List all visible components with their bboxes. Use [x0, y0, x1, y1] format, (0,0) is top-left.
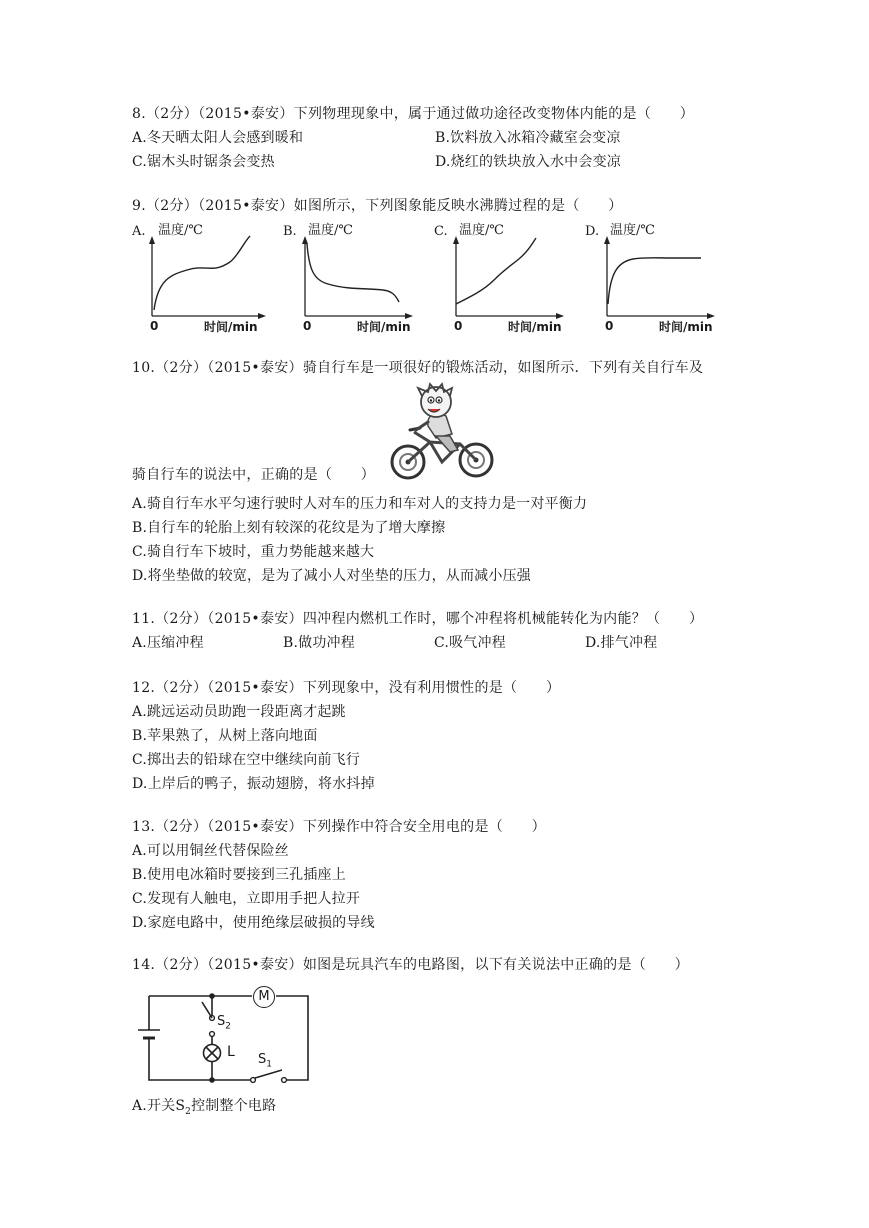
graph-c-letter: C. [434, 224, 448, 239]
graph-a [132, 220, 292, 340]
graph-c-xlabel: 时间/min [508, 320, 562, 334]
q10-option-a: A.骑自行车水平匀速行驶时人对车的压力和车对人的支持力是一对平衡力 [132, 496, 588, 512]
q10-option-b: B.自行车的轮胎上刻有较深的花纹是为了增大摩擦 [132, 520, 446, 536]
q11-option-c: C.吸气冲程 [434, 635, 506, 651]
q8-option-a: A.冬天晒太阳人会感到暖和 [132, 130, 304, 146]
switch-s2-subscript: 2 [225, 1021, 231, 1032]
graph-d-letter: D. [585, 224, 600, 239]
q8-option-d: D.烧红的铁块放入水中会变凉 [435, 154, 621, 170]
q11-option-b: B.做功冲程 [283, 635, 355, 651]
graph-b-xlabel: 时间/min [357, 320, 411, 334]
graph-d-origin: 0 [605, 319, 614, 333]
graph-b-ylabel: 温度/℃ [308, 223, 353, 238]
circuit-wiring [136, 986, 316, 1086]
motor-label: M [258, 989, 270, 1004]
lamp-symbol [202, 1043, 222, 1063]
question-13-stem: 13.（2分）（2015•泰安）下列操作中符合安全用电的是（ ） [132, 819, 546, 835]
graph-b-origin: 0 [303, 319, 312, 333]
lamp-label: L [227, 1044, 235, 1060]
question-10-stem-line2: 骑自行车的说法中，正确的是（ ） [132, 467, 376, 483]
question-12-stem: 12.（2分）（2015•泰安）下列现象中，没有利用惯性的是（ ） [132, 680, 561, 696]
switch-s1-letter: S [258, 1052, 267, 1067]
q12-option-b: B.苹果熟了，从树上落向地面 [132, 728, 318, 744]
q13-option-a: A.可以用铜丝代替保险丝 [132, 843, 289, 859]
switch-s2-label [217, 1014, 231, 1035]
q12-option-c: C.掷出去的铅球在空中继续向前飞行 [132, 752, 361, 768]
graph-c [434, 220, 594, 340]
motor-symbol [253, 986, 275, 1008]
graph-a-letter: A. [132, 224, 146, 239]
graph-b [283, 220, 443, 340]
graph-c-ylabel: 温度/℃ [459, 223, 504, 238]
graph-a-origin: 0 [150, 319, 159, 333]
graph-d-ylabel: 温度/℃ [610, 223, 655, 238]
toy-car-circuit-diagram [136, 986, 316, 1086]
q10-option-d: D.将坐垫做的较宽，是为了减小人对坐垫的压力，从而减小压强 [132, 568, 531, 584]
q13-option-d: D.家庭电路中，使用绝缘层破损的导线 [132, 915, 375, 931]
switch-s1-subscript: 1 [266, 1059, 272, 1070]
graph-a-xlabel: 时间/min [204, 320, 258, 334]
q10-option-c: C.骑自行车下坡时，重力势能越来越大 [132, 544, 375, 560]
question-9-stem: 9.（2分）（2015•泰安）如图所示，下列图象能反映水沸腾过程的是（ ） [132, 198, 623, 214]
switch-s2-letter: S [217, 1014, 226, 1029]
question-11-stem: 11.（2分）（2015•泰安）四冲程内燃机工作时，哪个冲程将机械能转化为内能？（ ） [132, 611, 704, 627]
graph-a-ylabel: 温度/℃ [158, 223, 203, 238]
graph-c-origin: 0 [454, 319, 463, 333]
q13-option-b: B.使用电冰箱时要接到三孔插座上 [132, 867, 346, 883]
q11-option-d: D.排气冲程 [585, 635, 658, 651]
q14-option-a [132, 1096, 276, 1122]
q14-option-a-prefix: A.开关S [132, 1098, 186, 1114]
graph-d [585, 220, 745, 340]
bicycle-rider-illustration [388, 384, 498, 484]
question-8-stem: 8.（2分）（2015•泰安）下列物理现象中，属于通过做功途径改变物体内能的是（ ） [132, 106, 695, 122]
q13-option-c: C.发现有人触电，立即用手把人拉开 [132, 891, 361, 907]
question-14-stem: 14.（2分）（2015•泰安）如图是玩具汽车的电路图，以下有关说法中正确的是（ ） [132, 957, 689, 973]
q14-option-a-subscript: 2 [185, 1106, 192, 1117]
q8-option-b: B.饮料放入冰箱冷藏室会变凉 [435, 130, 621, 146]
question-10-stem-line1: 10.（2分）（2015•泰安）骑自行车是一项很好的锻炼活动，如图所示．下列有关自行车及 [132, 360, 704, 376]
q11-option-a: A.压缩冲程 [132, 635, 204, 651]
q12-option-a: A.跳远运动员助跑一段距离才起跳 [132, 704, 346, 720]
graph-b-letter: B. [283, 224, 297, 239]
q12-option-d: D.上岸后的鸭子，振动翅膀，将水抖掉 [132, 776, 375, 792]
switch-s1-label [258, 1052, 272, 1073]
graph-d-xlabel: 时间/min [659, 320, 713, 334]
q14-option-a-suffix: 控制整个电路 [191, 1098, 277, 1114]
q8-option-c: C.锯木头时锯条会变热 [132, 154, 275, 170]
